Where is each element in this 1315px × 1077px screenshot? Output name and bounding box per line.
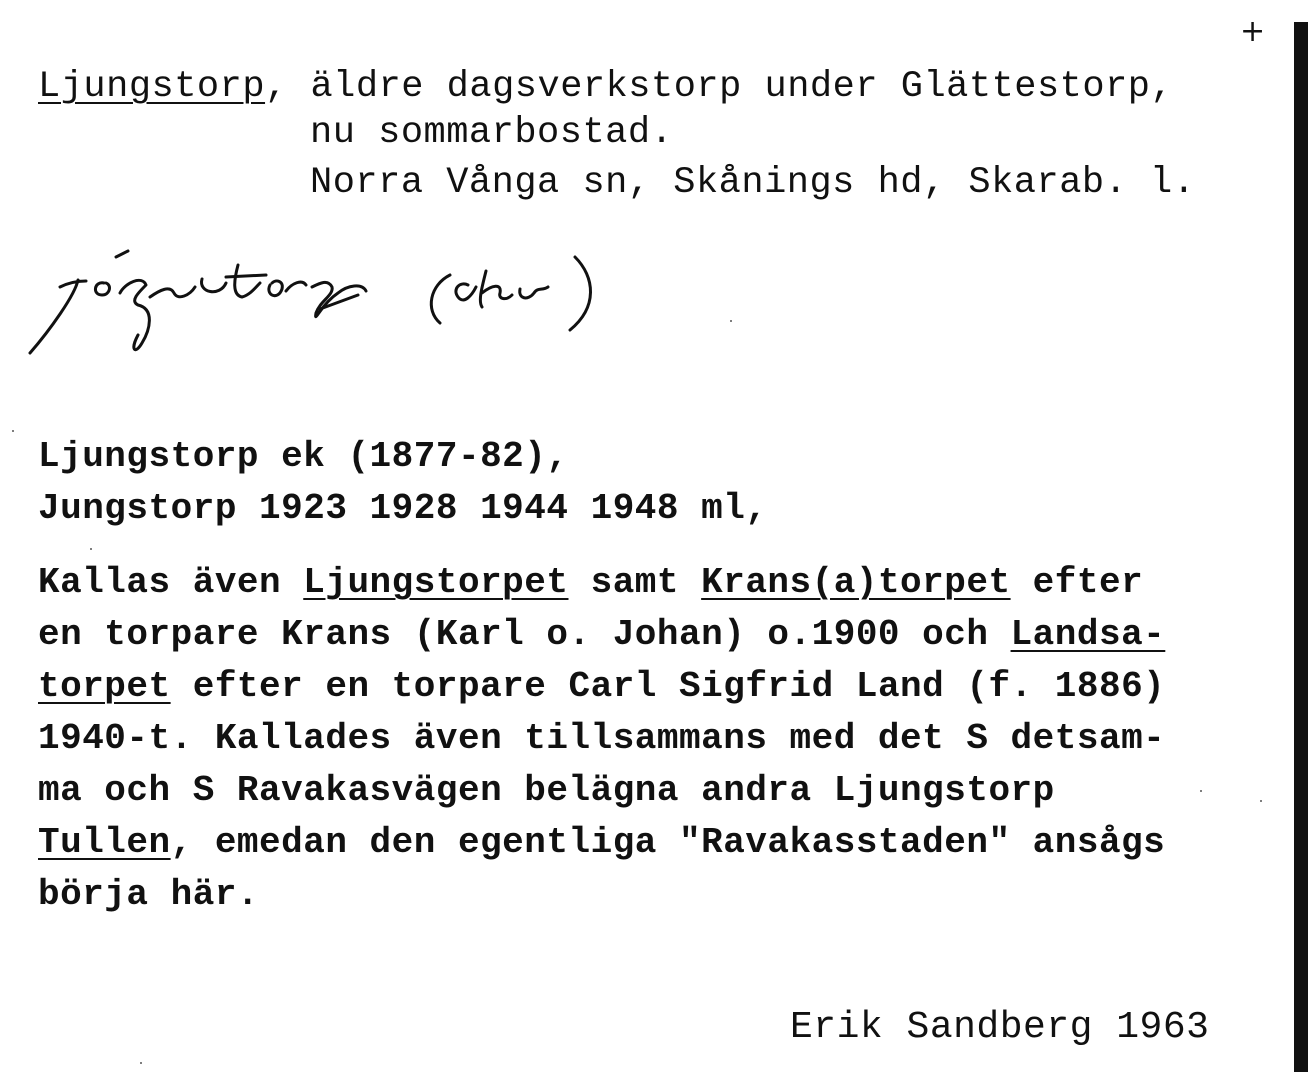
name-landsatorpet-part-1: Landsa-	[1010, 614, 1166, 655]
form-line-2: Jungstorp 1923 1928 1944 1948 ml,	[38, 488, 768, 529]
scan-speck	[12, 430, 14, 432]
headword: Ljungstorp	[38, 66, 266, 108]
form-line-1: Ljungstorp ek (1877-82),	[38, 436, 569, 477]
description-line-6	[38, 822, 1165, 863]
name-landsatorpet-part-2: torpet	[38, 666, 171, 707]
text-run: efter	[1010, 562, 1144, 603]
header-line-3: Norra Vånga sn, Skånings hd, Skarab. l.	[310, 162, 1196, 204]
handwritten-note	[20, 235, 620, 365]
text-run: efter en torpare Carl Sigfrid Land (f. 1886)	[170, 666, 1166, 707]
description-line-1	[38, 562, 1143, 603]
description-line-2	[38, 614, 1165, 655]
text-run: , emedan den egentliga "Ravakasstaden" ansågs	[170, 822, 1166, 863]
description-line-7: börja här.	[38, 874, 260, 915]
scan-speck	[1200, 790, 1202, 792]
name-kransatorpet: Krans(a)torpet	[701, 562, 1011, 603]
signature: Erik Sandberg 1963	[790, 1006, 1210, 1049]
scan-speck	[1260, 800, 1262, 802]
card-edge-bar	[1294, 22, 1308, 1072]
text-run: samt	[568, 562, 702, 603]
name-tullen: Tullen	[38, 822, 171, 863]
header-line-1	[38, 66, 1173, 108]
text-run: Kallas även	[38, 562, 304, 603]
description-line-3	[38, 666, 1165, 707]
text-run: en torpare Krans (Karl o. Johan) o.1900 och	[38, 614, 1011, 655]
header-line-2: nu sommarbostad.	[310, 112, 674, 154]
header-line-1-rest: , äldre dagsverkstorp under Glättestorp,	[265, 66, 1174, 108]
name-ljungstorpet: Ljungstorpet	[303, 562, 569, 603]
scan-speck	[730, 320, 732, 322]
scan-speck	[90, 548, 92, 550]
description-line-4: 1940-t. Kallades även tillsammans med det S detsam-	[38, 718, 1166, 759]
description-line-5: ma och S Ravakasvägen belägna andra Ljungstorp	[38, 770, 1055, 811]
corner-plus-mark: +	[1240, 14, 1266, 49]
scan-speck	[140, 1062, 142, 1064]
